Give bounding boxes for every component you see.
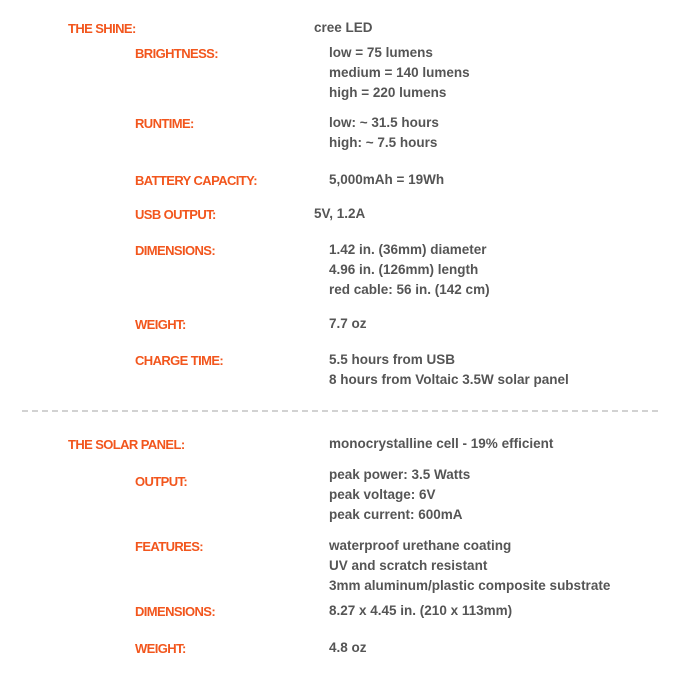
brightness-values <box>329 43 470 103</box>
value-line: 5V, 1.2A <box>314 206 366 221</box>
value-line: 4.96 in. (126mm) length <box>329 262 479 277</box>
charge-time-label: CHARGE TIME: <box>135 353 224 368</box>
value-line: peak power: 3.5 Watts <box>329 467 471 482</box>
shine-heading-value <box>314 18 373 38</box>
output-label: OUTPUT: <box>135 474 188 489</box>
value-line: 1.42 in. (36mm) diameter <box>329 242 487 257</box>
solar-dimensions-values <box>329 601 512 621</box>
shine-dimensions-label: DIMENSIONS: <box>135 243 216 258</box>
usb-output-values <box>314 204 365 224</box>
usb-output-label: USB OUTPUT: <box>135 207 216 222</box>
features-values <box>329 536 610 596</box>
solar-dimensions-label: DIMENSIONS: <box>135 604 216 619</box>
charge-time-values <box>329 350 569 390</box>
value-line: low = 75 lumens <box>329 45 433 60</box>
value-line: UV and scratch resistant <box>329 558 488 573</box>
solar-heading: THE SOLAR PANEL: <box>68 437 185 452</box>
shine-dimensions-values <box>329 240 490 300</box>
value-line: waterproof urethane coating <box>329 538 512 553</box>
battery-label: BATTERY CAPACITY: <box>135 173 257 188</box>
value-line: high = 220 lumens <box>329 85 447 100</box>
output-values <box>329 465 470 525</box>
value-line: cree LED <box>314 20 373 35</box>
battery-values <box>329 170 444 190</box>
features-label: FEATURES: <box>135 539 204 554</box>
runtime-label: RUNTIME: <box>135 116 194 131</box>
section-divider <box>22 410 658 412</box>
value-line: 7.7 oz <box>329 316 367 331</box>
brightness-label: BRIGHTNESS: <box>135 46 218 61</box>
value-line: peak voltage: 6V <box>329 487 436 502</box>
value-line: medium = 140 lumens <box>329 65 470 80</box>
shine-weight-values <box>329 314 367 334</box>
runtime-values <box>329 113 439 153</box>
value-line: low: ~ 31.5 hours <box>329 115 439 130</box>
value-line: 5.5 hours from USB <box>329 352 456 367</box>
solar-weight-label: WEIGHT: <box>135 641 186 656</box>
value-line: 3mm aluminum/plastic composite substrate <box>329 578 611 593</box>
solar-heading-value <box>329 434 553 454</box>
value-line: peak current: 600mA <box>329 507 463 522</box>
shine-heading: THE SHINE: <box>68 21 136 36</box>
value-line: high: ~ 7.5 hours <box>329 135 438 150</box>
value-line: red cable: 56 in. (142 cm) <box>329 282 490 297</box>
solar-weight-values <box>329 638 367 658</box>
value-line: 4.8 oz <box>329 640 367 655</box>
value-line: 8 hours from Voltaic 3.5W solar panel <box>329 372 569 387</box>
value-line: 5,000mAh = 19Wh <box>329 172 445 187</box>
value-line: 8.27 x 4.45 in. (210 x 113mm) <box>329 603 513 618</box>
value-line: monocrystalline cell - 19% efficient <box>329 436 554 451</box>
shine-weight-label: WEIGHT: <box>135 317 186 332</box>
